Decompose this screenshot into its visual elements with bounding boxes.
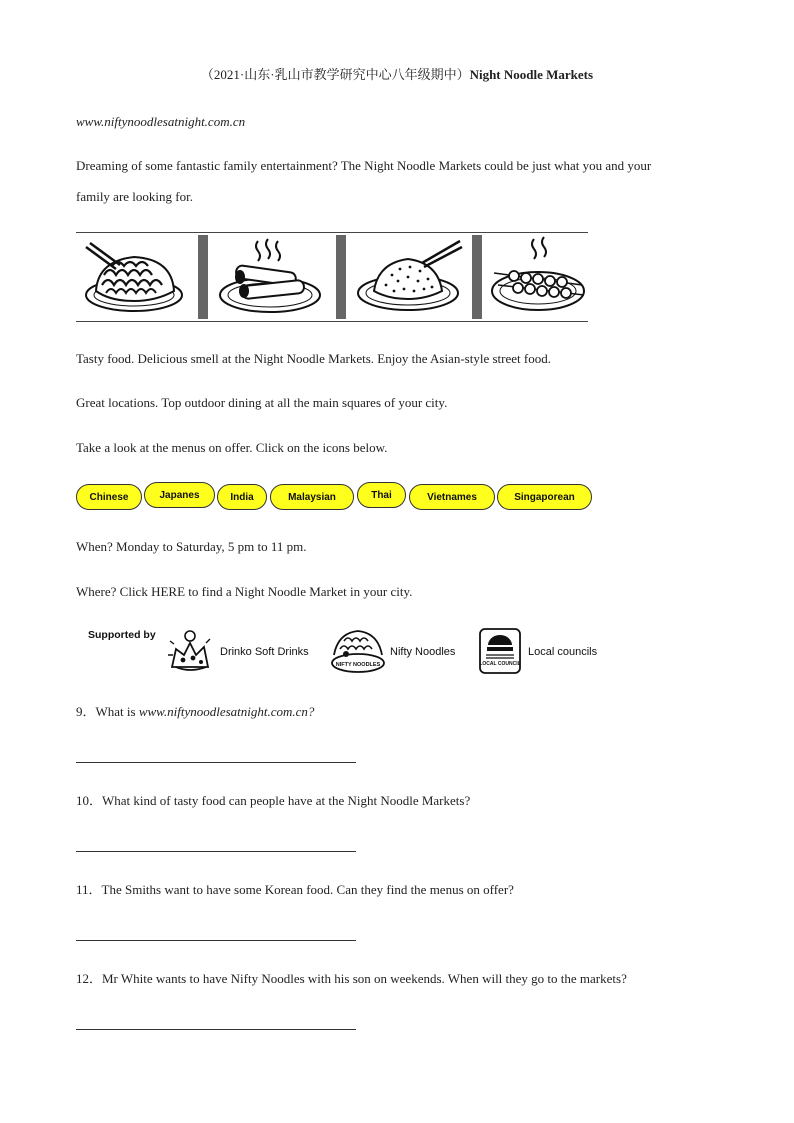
when-line: When? Monday to Saturday, 5 pm to 11 pm.: [76, 539, 307, 554]
nifty-noodles-logo-icon: [328, 625, 386, 678]
question-9: [76, 704, 314, 720]
cuisine-button-singaporean[interactable]: Singaporean: [497, 484, 592, 510]
noodles-plate-icon: [76, 233, 196, 321]
skewers-plate-icon: [484, 233, 588, 321]
strip-divider: [336, 235, 346, 319]
question-10: 10．What kind of tasty food can people have at the Night Noodle Markets?: [76, 793, 471, 808]
question-11: 11．The Smiths want to have some Korean food. Can they find the menus on offer?: [76, 882, 514, 897]
cuisine-button-chinese[interactable]: Chinese: [76, 484, 142, 510]
answer-line-9[interactable]: [76, 762, 356, 763]
cuisine-menu-buttons: [76, 482, 596, 512]
where-line: Where? Click HERE to find a Night Noodle Market in your city.: [76, 584, 413, 599]
intro-line-2: family are looking for.: [76, 189, 193, 204]
locations-line: Great locations. Top outdoor dining at all the main squares of your city.: [76, 395, 448, 410]
local-councils-sponsor-name: Local councils: [528, 646, 598, 658]
drinko-sponsor-name: Drinko Soft Drinks: [220, 646, 309, 658]
tasty-food-line: Tasty food. Delicious smell at the Night Noodle Markets. Enjoy the Asian-style street food.: [76, 351, 551, 366]
question-9-text: 9．What is: [76, 704, 139, 719]
cuisine-button-india[interactable]: India: [217, 484, 267, 510]
menus-line: Take a look at the menus on offer. Click on the icons below.: [76, 440, 388, 455]
council-logo-text: LOCAL COUNCIL: [479, 661, 521, 667]
answer-line-10[interactable]: [76, 851, 356, 852]
website-url[interactable]: www.niftynoodlesatnight.com.cn: [76, 114, 246, 129]
nifty-noodles-sponsor-name: Nifty Noodles: [390, 646, 456, 658]
question-9-url: www.niftynoodlesatnight.com.cn?: [138, 704, 315, 719]
cuisine-button-japanese[interactable]: Japanes: [144, 482, 215, 508]
question-12: 12．Mr White wants to have Nifty Noodles with his son on weekends. When will they go to the markets?: [76, 971, 627, 986]
sponsors-bar: [88, 625, 608, 677]
title-main: Night Noodle Markets: [469, 67, 594, 82]
page-title: [0, 67, 794, 83]
strip-divider: [198, 235, 208, 319]
answer-line-12[interactable]: [76, 1029, 356, 1030]
drinko-logo-icon: [166, 627, 216, 678]
local-council-logo-icon: [478, 627, 522, 678]
strip-divider: [472, 235, 482, 319]
food-pictures-strip: [76, 232, 588, 322]
cuisine-button-vietnamese[interactable]: Vietnames: [409, 484, 495, 510]
nifty-logo-text: NIFTY NOODLES: [335, 662, 381, 668]
spring-rolls-plate-icon: [210, 233, 334, 321]
supported-by-label: Supported by: [88, 629, 156, 641]
title-source: （2021·山东·乳山市教学研究中心八年级期中）: [200, 67, 470, 82]
cuisine-button-malaysian[interactable]: Malaysian: [270, 484, 354, 510]
intro-line-1: Dreaming of some fantastic family entertainment? The Night Noodle Markets could be just what you and your: [76, 158, 652, 173]
answer-line-11[interactable]: [76, 940, 356, 941]
cuisine-button-thai[interactable]: Thai: [357, 482, 406, 508]
rice-plate-icon: [348, 233, 470, 321]
